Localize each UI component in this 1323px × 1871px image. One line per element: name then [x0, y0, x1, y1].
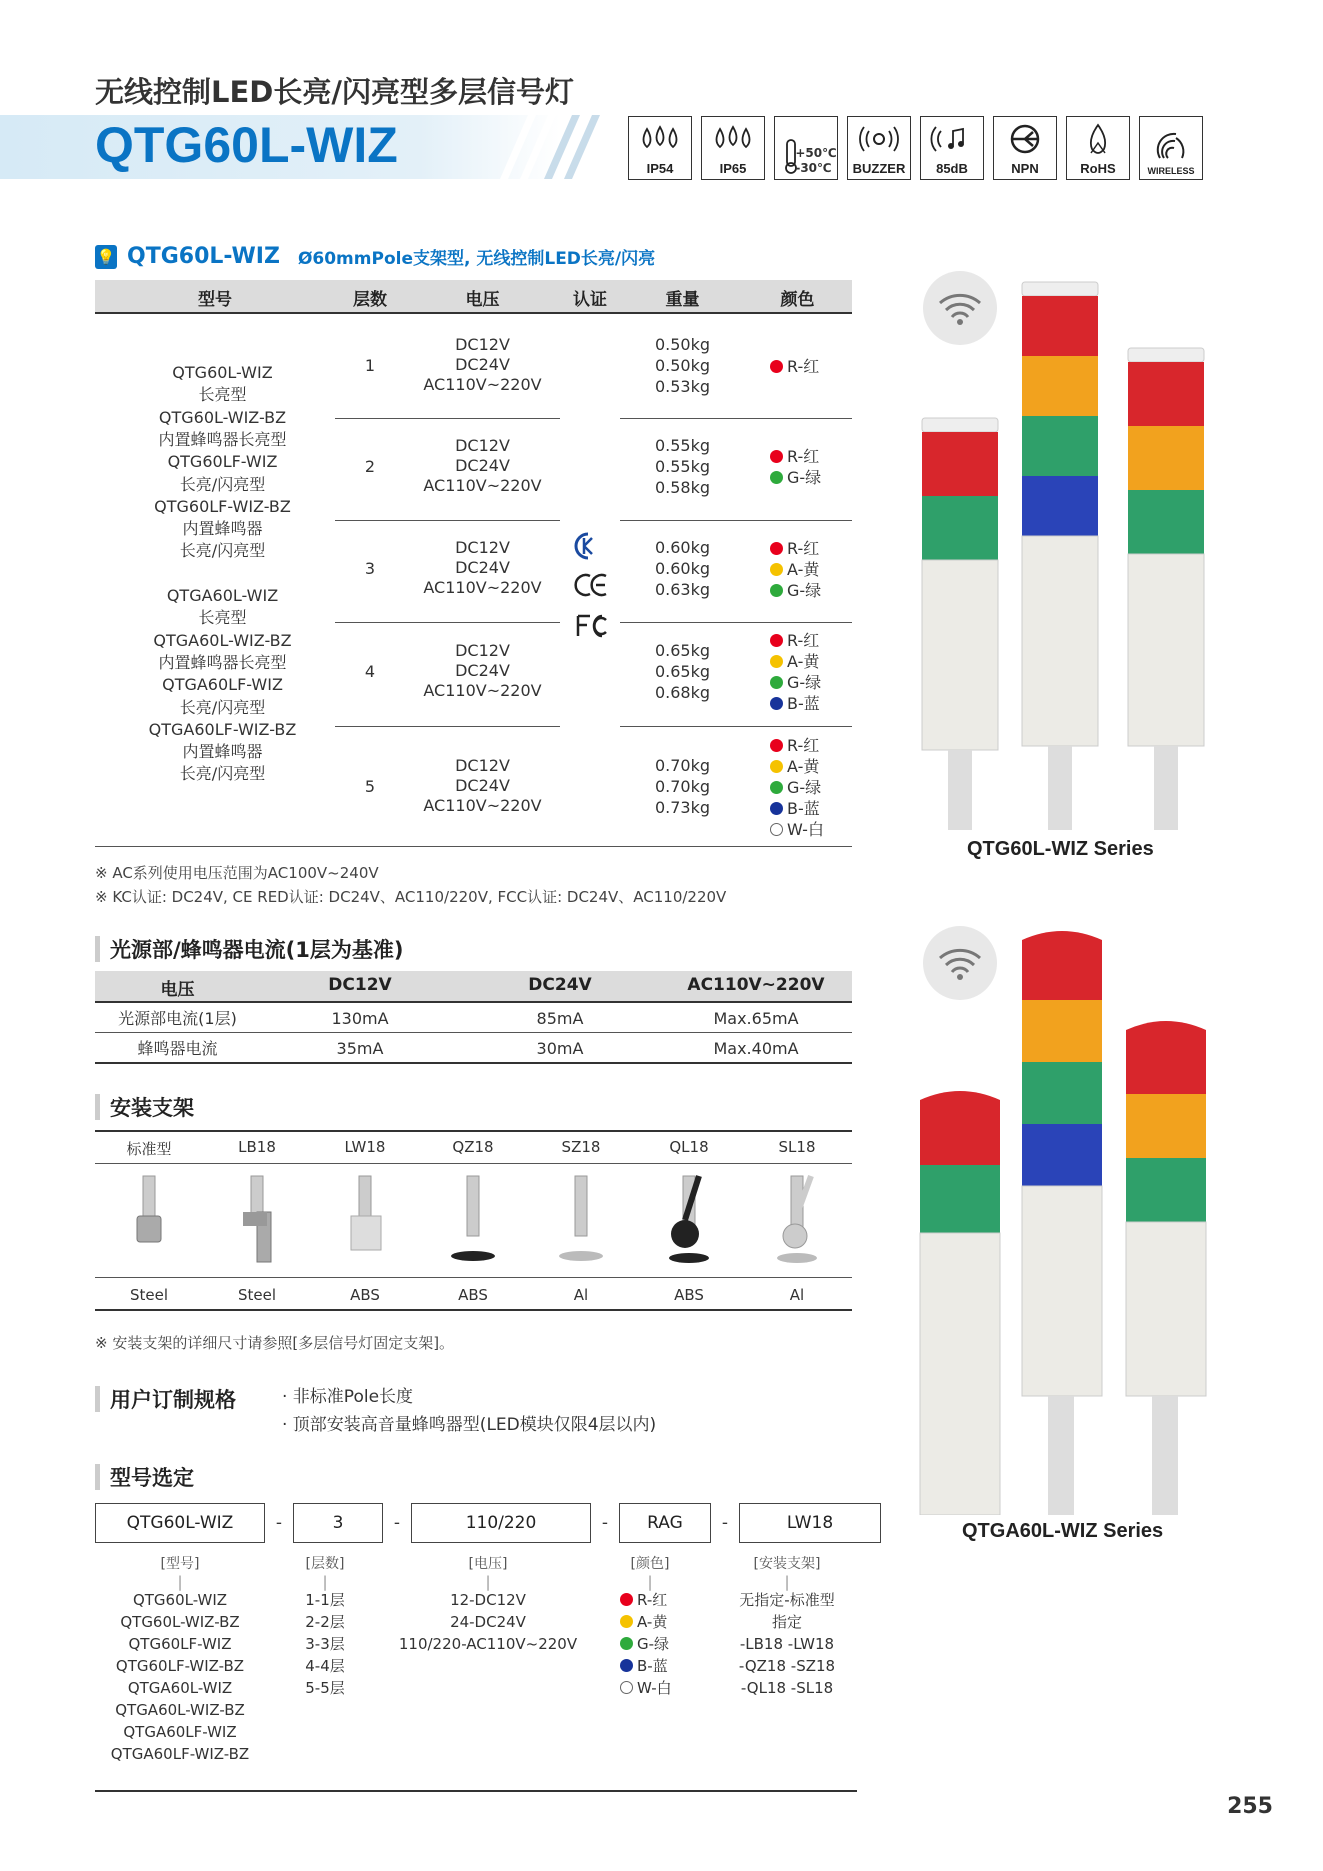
color-label: G-绿	[637, 1635, 670, 1653]
model-name: QTG60L-WIZ	[172, 363, 273, 382]
model-name: 内置蜂鸣器长亮型	[158, 652, 287, 672]
bracket-name: 标准型	[126, 1140, 172, 1158]
weight: 0.55kg	[654, 457, 711, 476]
color-list	[770, 735, 824, 840]
icon-label: IP54	[646, 161, 674, 176]
row-divider	[335, 418, 560, 419]
option: 4-4层	[305, 1657, 345, 1675]
color-item	[770, 672, 821, 693]
model-name: QTG60LF-WIZ	[167, 452, 278, 472]
voltage: DC24V	[455, 456, 510, 475]
model-name: 长亮型	[198, 608, 247, 628]
color-item	[770, 735, 824, 756]
selection-column-4	[716, 1553, 858, 1699]
icon-label: 85dB	[936, 161, 968, 176]
bracket-LB18-image	[227, 1172, 287, 1272]
voltage: AC110V~220V	[423, 578, 542, 597]
row-divider	[620, 418, 852, 419]
color-label: A-黄	[637, 1613, 668, 1631]
current-cell: Max.65mA	[713, 1009, 799, 1028]
color-label: A-黄	[787, 559, 820, 579]
row-divider	[335, 520, 560, 521]
color-label: R-红	[637, 1591, 668, 1609]
color-option	[604, 1611, 696, 1633]
option: QTGA60LF-WIZ-BZ	[110, 1745, 250, 1763]
icon-label: BUZZER	[852, 161, 906, 176]
spec-icons	[628, 116, 1203, 180]
column-tick: |	[647, 1573, 653, 1591]
option: 1-1层	[305, 1591, 345, 1609]
color-dot	[770, 802, 783, 815]
color-option	[604, 1633, 696, 1655]
bracket-heading: 安装支架	[95, 1092, 194, 1122]
color-item	[770, 580, 821, 601]
bracket-material: ABS	[458, 1286, 488, 1304]
color-item	[770, 651, 821, 672]
color-dot	[770, 781, 783, 794]
color-dot	[620, 1659, 633, 1672]
bracket-name: LW18	[344, 1138, 386, 1156]
model-name: 长亮型	[198, 385, 247, 405]
color-item	[770, 356, 819, 377]
bracket-SL18-image	[767, 1172, 827, 1272]
color-dot	[770, 634, 783, 647]
wireless-icon	[1139, 116, 1203, 180]
tier-count: 3	[364, 559, 376, 578]
weight: 0.60kg	[654, 538, 711, 557]
current-header-0: 电压	[160, 980, 195, 1000]
voltage: DC12V	[455, 538, 510, 557]
option: QTGA60LF-WIZ	[123, 1723, 237, 1741]
buzzer-icon	[847, 116, 911, 180]
table-header-5: 颜色	[780, 290, 815, 310]
color-dot	[770, 450, 783, 463]
option: -QZ18 -SZ18	[738, 1657, 836, 1675]
rohs-icon	[1066, 116, 1130, 180]
row-divider	[335, 726, 560, 727]
model-name: 内置蜂鸣器长亮型	[158, 429, 287, 449]
model-name: 长亮/闪亮型	[179, 541, 266, 561]
option: 指定	[771, 1613, 802, 1631]
column-header: [安装支架]	[753, 1556, 821, 1572]
bracket-标准型-image	[119, 1172, 179, 1272]
color-label: B-蓝	[787, 798, 820, 818]
voltage: DC24V	[455, 776, 510, 795]
color-label: R-红	[787, 447, 820, 466]
custom-item-2: · 顶部安装高音量蜂鸣器型(LED模块仅限4层以内)	[282, 1415, 657, 1435]
series-caption-2: QTGA60L-WIZ Series	[962, 1520, 1164, 1542]
color-option	[604, 1655, 696, 1677]
column-header: [电压]	[468, 1556, 508, 1572]
model-box: QTG60L-WIZ	[95, 1503, 265, 1543]
page-subtitle: 无线控制LED长亮/闪亮型多层信号灯	[95, 75, 574, 109]
column-tick: |	[322, 1573, 328, 1591]
color-dot	[620, 1637, 633, 1650]
voltage: AC110V~220V	[423, 681, 542, 700]
color-list	[770, 630, 821, 714]
model-name: 内置蜂鸣器	[182, 519, 263, 539]
color-option	[604, 1677, 696, 1699]
weight: 0.58kg	[654, 478, 711, 497]
voltage: DC12V	[455, 436, 510, 455]
option: QTG60LF-WIZ	[128, 1635, 232, 1653]
ip65-icon	[701, 116, 765, 180]
bracket-top-rule	[95, 1130, 852, 1132]
weight: 0.60kg	[654, 559, 711, 578]
current-header-3: AC110V~220V	[687, 975, 825, 995]
voltage-box: 110/220	[411, 1503, 591, 1543]
selection-column-1	[280, 1553, 370, 1699]
row-divider	[620, 726, 852, 727]
bracket-name: QZ18	[452, 1138, 494, 1156]
current-header-2: DC24V	[528, 975, 592, 995]
color-label: B-蓝	[787, 694, 820, 713]
color-label: R-红	[787, 735, 820, 755]
color-dot	[770, 676, 783, 689]
current-cell: 130mA	[331, 1009, 389, 1028]
temperature-icon	[774, 116, 838, 180]
option: QTG60LF-WIZ-BZ	[115, 1657, 245, 1675]
bracket-material: Al	[573, 1286, 589, 1304]
color-list	[770, 446, 821, 488]
current-heading: 光源部/蜂鸣器电流(1层为基准)	[95, 934, 403, 964]
selection-column-3	[604, 1553, 696, 1699]
row-divider	[620, 520, 852, 521]
section-subtitle: Ø60mmPole支架型, 无线控制LED长亮/闪亮	[297, 249, 656, 269]
column-tick: |	[177, 1573, 183, 1591]
option: QTGA60L-WIZ	[127, 1679, 233, 1697]
bracket-SZ18-image	[551, 1172, 611, 1272]
icon-label: RoHS	[1080, 161, 1116, 176]
voltage: DC12V	[455, 335, 510, 354]
color-dot	[770, 584, 783, 597]
fcc-icon	[578, 616, 606, 636]
qtg60l-product-image	[915, 270, 1235, 830]
custom-heading: 用户订制规格	[95, 1384, 236, 1414]
weight: 0.55kg	[654, 436, 711, 455]
section-header	[95, 244, 655, 269]
column-header: [层数]	[305, 1556, 345, 1572]
kc-icon	[576, 534, 592, 558]
color-label: R-红	[787, 356, 820, 376]
bracket-name: LB18	[238, 1138, 276, 1156]
color-dot	[770, 542, 783, 555]
model-name: QTGA60LF-WIZ	[162, 675, 283, 695]
bracket-material: ABS	[674, 1286, 704, 1304]
option: 3-3层	[305, 1635, 345, 1653]
ip54-icon	[628, 116, 692, 180]
color-label: W-白	[787, 819, 824, 839]
bracket-QL18-image	[659, 1172, 719, 1272]
color-dot	[770, 360, 783, 373]
voltage: DC24V	[455, 355, 510, 374]
color-item	[770, 446, 821, 467]
row-divider	[95, 1062, 852, 1064]
voltage: DC12V	[455, 756, 510, 775]
header-rule	[95, 1001, 852, 1003]
color-dot	[770, 563, 783, 576]
bracket-box: LW18	[739, 1503, 881, 1543]
certification-icons	[572, 530, 612, 660]
color-dot	[620, 1681, 633, 1694]
table-header-4: 重量	[665, 290, 700, 310]
custom-item-1: · 非标准Pole长度	[282, 1387, 414, 1407]
weight: 0.65kg	[654, 641, 711, 660]
model-name: 长亮/闪亮型	[179, 474, 266, 494]
option: QTG60L-WIZ-BZ	[120, 1613, 240, 1631]
color-item	[770, 467, 821, 488]
option: 24-DC24V	[450, 1613, 526, 1631]
bracket-material: Steel	[129, 1286, 169, 1304]
model-name: QTGA60LF-WIZ-BZ	[148, 719, 297, 739]
table-header-0: 型号	[198, 290, 232, 310]
series-caption-1: QTG60L-WIZ Series	[967, 838, 1154, 860]
row-divider	[335, 622, 560, 623]
model-selector: QTG60L-WIZ - 3 - 110/220 - RAG - LW18	[95, 1503, 881, 1543]
table-header-1: 层数	[353, 290, 387, 310]
tier-box: 3	[293, 1503, 383, 1543]
color-label: A-黄	[787, 652, 820, 671]
color-option	[604, 1589, 696, 1611]
bracket-QZ18-image	[443, 1172, 503, 1272]
weight: 0.70kg	[654, 756, 711, 775]
temp-range	[795, 146, 836, 176]
voltage: AC110V~220V	[423, 796, 542, 815]
option: 5-5层	[305, 1679, 345, 1697]
color-box: RAG	[619, 1503, 711, 1543]
bracket-material: ABS	[350, 1286, 380, 1304]
row-divider	[95, 1032, 852, 1033]
model-name: 长亮/闪亮型	[179, 697, 266, 717]
bracket-material: Steel	[237, 1286, 277, 1304]
color-item	[770, 756, 824, 777]
model-name: 内置蜂鸣器	[182, 742, 263, 762]
color-list	[770, 538, 821, 601]
temp-high: +50℃	[795, 146, 837, 160]
weight: 0.63kg	[654, 580, 711, 599]
bracket-header-rule	[95, 1163, 852, 1164]
color-label: W-白	[637, 1679, 672, 1697]
column-tick: |	[784, 1573, 790, 1591]
color-dot	[770, 471, 783, 484]
color-label: A-黄	[787, 756, 820, 776]
voltage: DC12V	[455, 641, 510, 660]
option: QTG60L-WIZ	[132, 1591, 228, 1609]
column-tick: |	[485, 1573, 491, 1591]
color-item	[770, 559, 821, 580]
option: -LB18 -LW18	[739, 1635, 835, 1653]
color-item	[770, 630, 821, 651]
weight: 0.50kg	[654, 335, 711, 354]
column-header: [颜色]	[630, 1556, 670, 1572]
sound-icon	[920, 116, 984, 180]
current-cell: Max.40mA	[713, 1039, 799, 1058]
color-label: R-红	[787, 631, 820, 650]
bracket-note: ※ 安装支架的详细尺寸请参照[多层信号灯固定支架]。	[95, 1334, 455, 1352]
current-header-1: DC12V	[328, 975, 392, 995]
tier-count: 1	[364, 356, 376, 375]
current-cell: 30mA	[536, 1039, 584, 1058]
bracket-name: SZ18	[561, 1138, 601, 1156]
column-header: [型号]	[160, 1556, 200, 1572]
icon-label: NPN	[1011, 161, 1039, 176]
tier-count: 2	[364, 457, 376, 476]
model-name: QTG60L-WIZ-BZ	[158, 407, 287, 427]
option: 2-2层	[305, 1613, 345, 1631]
model-name: QTGA60L-WIZ	[166, 586, 279, 605]
note-1: ※ AC系列使用电压范围为AC100V~240V	[95, 864, 379, 882]
qtga60l-product-image	[915, 925, 1235, 1515]
page-title: QTG60L-WIZ	[95, 117, 398, 173]
selection-heading: 型号选定	[95, 1462, 194, 1492]
icon-label: IP65	[719, 161, 747, 176]
color-label: B-蓝	[637, 1657, 668, 1675]
weight: 0.73kg	[654, 798, 711, 817]
ce-icon	[576, 575, 606, 595]
color-item	[770, 777, 824, 798]
color-dot	[770, 655, 783, 668]
page-number: 255	[1227, 1794, 1273, 1819]
bracket-bottom-rule	[95, 1309, 852, 1311]
weight: 0.53kg	[654, 377, 711, 396]
color-item	[770, 819, 824, 840]
color-label: G-绿	[787, 673, 822, 692]
voltage: DC24V	[455, 661, 510, 680]
note-2: ※ KC认证: DC24V, CE RED认证: DC24V、AC110/220V, FCC认证: DC24V、AC110/220V	[95, 888, 727, 906]
color-dot	[770, 697, 783, 710]
option: QTGA60L-WIZ-BZ	[115, 1701, 245, 1719]
option: 12-DC12V	[450, 1591, 526, 1609]
option: 110/220-AC110V~220V	[398, 1635, 578, 1653]
weight: 0.50kg	[654, 356, 711, 375]
color-item	[770, 693, 821, 714]
color-item	[770, 798, 824, 819]
model-name: QTGA60L-WIZ-BZ	[153, 630, 292, 650]
color-dot	[620, 1615, 633, 1628]
voltage: AC110V~220V	[423, 375, 542, 394]
bulb-icon: 💡	[95, 245, 117, 269]
color-list	[770, 356, 819, 377]
weight: 0.68kg	[654, 683, 711, 702]
voltage: AC110V~220V	[423, 476, 542, 495]
temp-low: -30℃	[795, 161, 832, 175]
bracket-name: SL18	[778, 1138, 816, 1156]
current-cell: 85mA	[536, 1009, 584, 1028]
npn-icon	[993, 116, 1057, 180]
color-dot	[770, 823, 783, 836]
table-header-2: 电压	[465, 290, 500, 310]
color-label: G-绿	[787, 580, 822, 600]
color-item	[770, 538, 821, 559]
option: -QL18 -SL18	[740, 1679, 834, 1697]
model-name: QTG60LF-WIZ-BZ	[154, 496, 291, 516]
bracket-LW18-image	[335, 1172, 395, 1272]
selection-column-2	[398, 1553, 578, 1655]
selection-column-0	[95, 1553, 265, 1765]
title-decoration	[480, 115, 640, 179]
color-label: G-绿	[787, 468, 822, 487]
bracket-image-rule	[95, 1277, 852, 1278]
bracket-material: Al	[789, 1286, 805, 1304]
table-header-3: 认证	[573, 290, 607, 310]
color-dot	[620, 1593, 633, 1606]
weight: 0.65kg	[654, 662, 711, 681]
current-cell: 光源部电流(1层)	[118, 1009, 237, 1028]
color-dot	[770, 739, 783, 752]
row-divider	[620, 622, 852, 623]
weight: 0.70kg	[654, 777, 711, 796]
color-label: G-绿	[787, 777, 822, 797]
tier-count: 4	[364, 662, 376, 681]
voltage: DC24V	[455, 558, 510, 577]
current-cell: 35mA	[336, 1039, 384, 1058]
icon-label: WIRELESS	[1147, 166, 1195, 176]
color-label: R-红	[787, 538, 820, 558]
tier-count: 5	[364, 777, 376, 796]
section-title: QTG60L-WIZ	[127, 244, 280, 269]
color-dot	[770, 760, 783, 773]
model-name: 长亮/闪亮型	[179, 764, 266, 784]
current-cell: 蜂鸣器电流	[137, 1039, 218, 1058]
option: 无指定-标准型	[739, 1591, 835, 1609]
bracket-name: QL18	[669, 1138, 709, 1156]
